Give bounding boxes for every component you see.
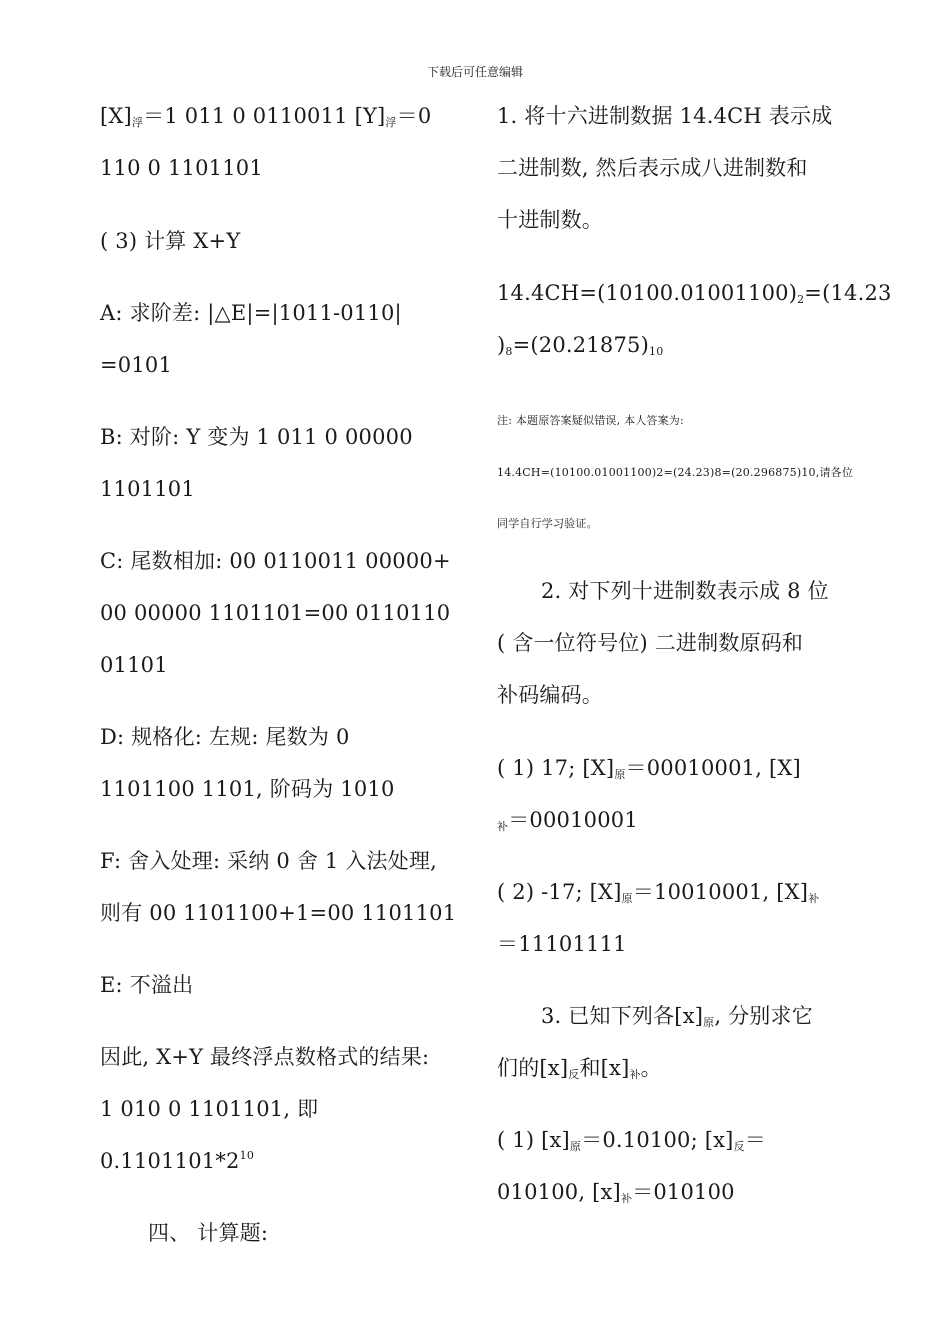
text-line: 1101100 1101, 阶码为 1010 [100, 777, 395, 801]
text-line: =0101 [100, 353, 173, 377]
text-run: 和[x] [579, 1056, 630, 1080]
question-line: 二进制数, 然后表示成八进制数和 [497, 156, 808, 180]
superscript: 10 [239, 1149, 255, 1162]
result-line [100, 1147, 254, 1175]
text-run: 3. 已知下列各[x] [541, 1004, 704, 1028]
note-line: 同学自行学习验证。 [497, 517, 598, 530]
text-run: ＝00010001, [X] [625, 756, 801, 780]
question-line [541, 1002, 813, 1030]
subscript: 反 [733, 1140, 745, 1153]
subscript: 补 [620, 1192, 633, 1205]
text-run: ＝ [744, 1128, 766, 1152]
text-line: 1101101 [100, 477, 195, 501]
question-line: 十进制数。 [497, 208, 603, 232]
text-run: ＝0 [396, 104, 432, 128]
section-heading: 四、 计算题: [148, 1221, 269, 1245]
page-header: 下载后可任意编辑 [426, 65, 523, 79]
note-line: 注: 本题原答案疑似错误, 本人答案为: [497, 414, 684, 427]
subscript: 10 [649, 345, 664, 358]
text-run: 们的[x] [497, 1056, 569, 1080]
answer-line: ＝11101111 [497, 932, 627, 956]
answer-line [497, 1178, 735, 1206]
answer-line [497, 1126, 766, 1154]
section-heading: ( 3) 计算 X+Y [100, 229, 241, 253]
subscript: 浮 [385, 116, 397, 129]
text-run: 0.1101101*2 [100, 1149, 240, 1173]
subscript: 原 [614, 768, 626, 781]
question-line: 1. 将十六进制数据 14.4CH 表示成 [497, 104, 833, 128]
text-run: ＝10010001, [X] [632, 880, 809, 904]
text-line: 110 0 1101101 [100, 156, 263, 180]
subscript: 补 [808, 892, 820, 905]
answer-line [497, 878, 819, 906]
text-line: 因此, X+Y 最终浮点数格式的结果: [100, 1045, 430, 1069]
text-line: C: 尾数相加: 00 0110011 00000+ [100, 549, 451, 573]
subscript: 2 [797, 293, 805, 306]
text-run: =(14.23 [804, 281, 892, 305]
text-run: ＝0.10100; [x] [581, 1128, 734, 1152]
text-run: ( 2) -17; [X] [497, 880, 622, 904]
subscript: 原 [703, 1016, 715, 1029]
question-line: 2. 对下列十进制数表示成 8 位 [541, 579, 829, 603]
text-run: 010100, [x] [497, 1180, 621, 1204]
subscript: 原 [621, 892, 633, 905]
question-line [497, 1054, 662, 1082]
text-run: ) [497, 333, 506, 357]
text-run: =(20.21875) [512, 333, 649, 357]
text-run: 。 [640, 1056, 662, 1080]
answer-line [497, 331, 663, 359]
answer-line [497, 754, 801, 782]
text-run: 14.4CH=(10100.01001100) [497, 281, 798, 305]
answer-line [497, 279, 892, 307]
text-run: ( 1) 17; [X] [497, 756, 615, 780]
subscript: 补 [629, 1068, 641, 1081]
text-line: D: 规格化: 左规: 尾数为 0 [100, 725, 350, 749]
text-line: F: 舍入处理: 采纳 0 舍 1 入法处理, [100, 849, 438, 873]
text-line: E: 不溢出 [100, 973, 194, 997]
text-run: ( 1) [x] [497, 1128, 570, 1152]
subscript: 浮 [131, 116, 144, 129]
subscript: 8 [505, 345, 513, 358]
subscript: 原 [569, 1140, 582, 1153]
text-line: 00 00000 1101101=00 0110110 [100, 601, 451, 625]
text-run: ＝010100 [632, 1180, 735, 1204]
question-line: ( 含一位符号位) 二进制数原码和 [497, 631, 804, 655]
text-run: ＝1 011 0 0110011 [Y] [143, 104, 386, 128]
float-format-line [100, 102, 431, 130]
text-run: ＝00010001 [508, 808, 638, 832]
note-line: 14.4CH=(10100.01001100)2=(24.23)8=(20.296875)10,请各位 [497, 466, 854, 479]
text-line: 则有 00 1101100+1=00 1101101 [100, 901, 457, 925]
text-line: A: 求阶差: |△E|=|1011-0110| [100, 301, 402, 325]
text-line: 01101 [100, 653, 168, 677]
text-line: B: 对阶: Y 变为 1 011 0 00000 [100, 425, 413, 449]
text-line: 1 010 0 1101101, 即 [100, 1097, 319, 1121]
subscript: 补 [497, 820, 509, 833]
question-line: 补码编码。 [497, 683, 603, 707]
subscript: 反 [568, 1068, 580, 1081]
answer-line [497, 806, 638, 834]
text-run: [X] [100, 104, 132, 128]
text-run: , 分别求它 [714, 1004, 813, 1028]
